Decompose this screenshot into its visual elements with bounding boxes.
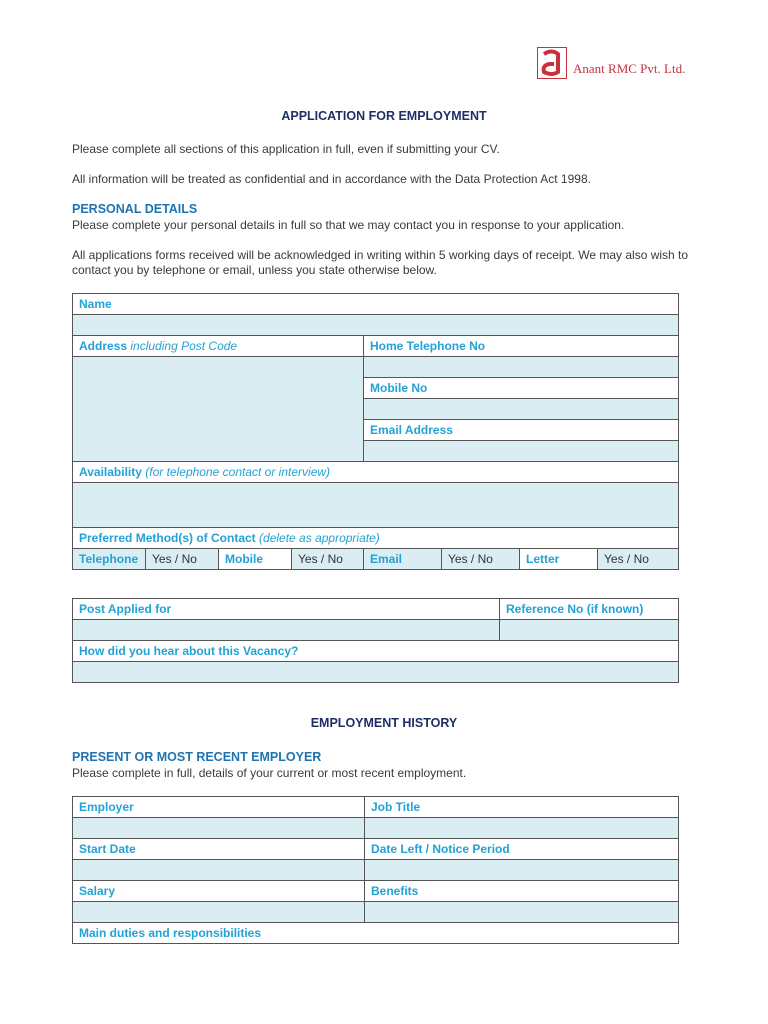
vacancy-source-field[interactable] [73, 662, 679, 683]
contact-letter-choice[interactable]: Yes / No [598, 549, 679, 570]
acknowledgement-text: All applications forms received will be acknowledged in writing within 5 working days of receipt. We may also wish to contact you by telephone or email, unless you state otherwise below. [72, 248, 689, 277]
date-left-label: Date Left / Notice Period [365, 839, 679, 860]
email-address-field[interactable] [364, 441, 679, 462]
mobile-no-field[interactable] [364, 399, 679, 420]
personal-details-text: Please complete your personal details in full so that we may contact you in response to your application. [72, 218, 625, 232]
confidential-text: All information will be treated as confidential and in accordance with the Data Protection Act 1998. [72, 172, 591, 186]
name-label: Name [73, 294, 679, 315]
intro-text: Please complete all sections of this application in full, even if submitting your CV. [72, 142, 500, 156]
post-applied-field[interactable] [73, 620, 500, 641]
mobile-no-label: Mobile No [364, 378, 679, 399]
contact-email-choice[interactable]: Yes / No [442, 549, 520, 570]
name-field[interactable] [73, 315, 679, 336]
vacancy-source-label: How did you hear about this Vacancy? [73, 641, 679, 662]
start-date-label: Start Date [73, 839, 365, 860]
company-name: Anant RMC Pvt. Ltd. [573, 61, 686, 76]
post-table [72, 598, 679, 683]
employment-table [72, 796, 679, 944]
job-title-label: Job Title [365, 797, 679, 818]
availability-label: Availability (for telephone contact or interview) [73, 462, 679, 483]
salary-label: Salary [73, 881, 365, 902]
logo-mark-icon [537, 47, 567, 79]
benefits-field[interactable] [365, 902, 679, 923]
address-field[interactable] [73, 357, 364, 462]
employer-field[interactable] [73, 818, 365, 839]
personal-details-heading: PERSONAL DETAILS [72, 202, 198, 216]
start-date-field[interactable] [73, 860, 365, 881]
recent-employer-heading: PRESENT OR MOST RECENT EMPLOYER [72, 750, 322, 764]
reference-no-field[interactable] [500, 620, 679, 641]
contact-telephone-choice[interactable]: Yes / No [146, 549, 219, 570]
salary-field[interactable] [73, 902, 365, 923]
contact-mobile-label: Mobile [219, 549, 292, 570]
personal-details-table [72, 293, 679, 570]
email-address-label: Email Address [364, 420, 679, 441]
employment-history-heading: EMPLOYMENT HISTORY [310, 716, 458, 730]
date-left-field[interactable] [365, 860, 679, 881]
company-logo [537, 47, 697, 82]
benefits-label: Benefits [365, 881, 679, 902]
address-label: Address including Post Code [73, 336, 364, 357]
main-duties-label: Main duties and responsibilities [73, 923, 679, 944]
availability-field[interactable] [73, 483, 679, 528]
page-title: APPLICATION FOR EMPLOYMENT [281, 109, 487, 123]
employer-label: Employer [73, 797, 365, 818]
preferred-contact-label: Preferred Method(s) of Contact (delete as appropriate) [73, 528, 679, 549]
contact-mobile-choice[interactable]: Yes / No [292, 549, 364, 570]
home-telephone-field[interactable] [364, 357, 679, 378]
contact-email-label: Email [364, 549, 442, 570]
recent-employer-text: Please complete in full, details of your current or most recent employment. [72, 766, 467, 780]
reference-no-label: Reference No (if known) [500, 599, 679, 620]
contact-telephone-label: Telephone [73, 549, 146, 570]
home-telephone-label: Home Telephone No [364, 336, 679, 357]
contact-letter-label: Letter [520, 549, 598, 570]
post-applied-label: Post Applied for [73, 599, 500, 620]
job-title-field[interactable] [365, 818, 679, 839]
